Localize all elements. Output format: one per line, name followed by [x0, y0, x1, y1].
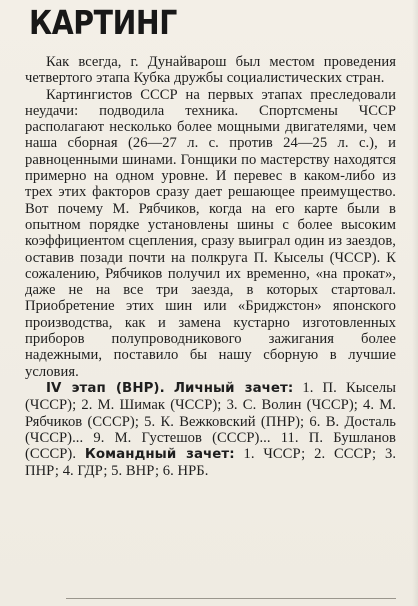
- team-standings-text: 1. ЧССР; 2. СССР; 3. ПНР; 4. ГДР; 5. ВНР; 6. НРБ.: [25, 446, 397, 480]
- article-paragraph-1: Как всегда, г. Дунайварош был местом проведения четвертого этапа Кубка дружбы социалистических стран.: [25, 54, 396, 87]
- results-block: [25, 380, 396, 480]
- team-standings-heading: Командный зачет:: [84, 447, 235, 463]
- article-title: КАРТИНГ: [29, 3, 177, 42]
- article-body: [25, 54, 396, 480]
- personal-standings-heading: Личный зачет:: [173, 380, 294, 396]
- footer-divider: [66, 598, 396, 599]
- scan-edge-shadow: [412, 0, 418, 606]
- personal-standings-text: 1. П. Кыселы (ЧССР); 2. М. Шимак (ЧССР); 3. С. Волин (ЧССР); 4. М. Рябчиков (СССР); 5. К. Вежковский (ПНР); 6. В. Досталь (ЧССР)... 9. М. Густешов (СССР)... 11. П. Бушланов (СССР).: [25, 379, 397, 463]
- stage-heading: IV этап (ВНР).: [46, 380, 165, 396]
- article-paragraph-2: Картингистов СССР на первых этапах преследовали неудачи: подводила техника. Спортсмены ЧССР располагают несколько более мощными двигателями, чем наша сборная (26—27 л. с. против 24—25 л. с.), и равноценными шинами. Гонщики по мастерству находятся примерно на одном уровне. И перевес в каком-либо из трех этих факторов сразу дает решающее преимущество. Вот почему М. Рябчиков, когда на его карте были в опытном порядке установлены шины с более высоким коэффициентом сцепления, сразу выиграл один из заездов, оставив позади почти на полкруга П. Кыселы (ЧССР). К сожалению, Рябчиков получил их временно, «на прокат», даже не на все три заезда, в которых стартовал. Приобретение этих шин или «Бриджстон» японского производства, как и замена кустарно изготовленных приборов полупроводникового зажигания более надежными, поставило бы нашу сборную в лучшие условия.: [25, 86, 396, 380]
